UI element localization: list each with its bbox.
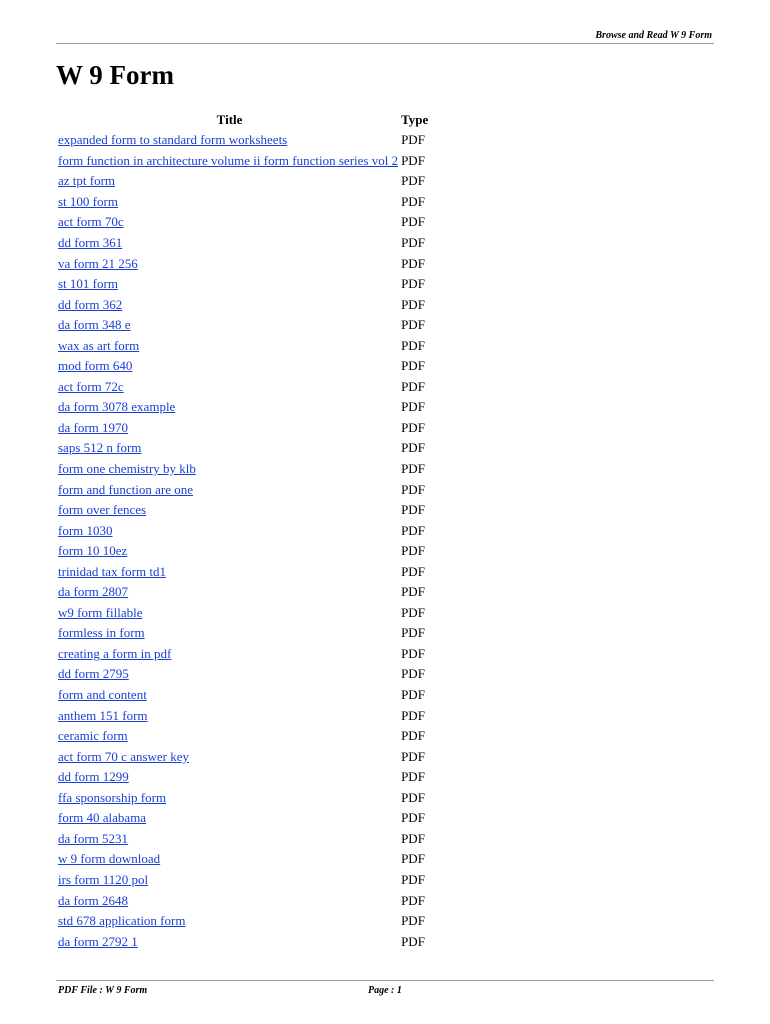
file-type-cell: PDF: [401, 810, 425, 826]
document-link[interactable]: dd form 361: [58, 235, 123, 250]
title-cell: [58, 870, 401, 891]
document-link[interactable]: ffa sponsorship form: [58, 789, 167, 805]
table-row: [58, 746, 428, 767]
title-cell: [58, 767, 401, 788]
document-link[interactable]: da form 2792 1: [58, 933, 138, 949]
document-link[interactable]: w9 form fillable: [58, 604, 143, 620]
title-cell: [58, 788, 401, 809]
table-header-row: [58, 110, 428, 130]
file-type-cell: PDF: [401, 502, 425, 518]
title-cell: [58, 623, 401, 644]
title-cell: [58, 130, 401, 151]
file-type-cell: PDF: [401, 378, 425, 394]
footer-file-label: PDF File : W 9 Form: [58, 985, 148, 996]
document-link[interactable]: st 101 form: [58, 276, 118, 292]
document-title: W 9 Form: [56, 60, 174, 90]
file-type-cell: PDF: [401, 255, 425, 271]
table-row: [58, 335, 428, 356]
footer-page-number: Page : 1: [368, 985, 402, 996]
document-link[interactable]: std 678 application form: [58, 913, 186, 929]
document-link[interactable]: w 9 form download: [58, 851, 161, 867]
file-type-cell: PDF: [401, 296, 425, 312]
file-type-cell: PDF: [401, 543, 425, 559]
file-type-cell: PDF: [401, 728, 425, 744]
table-row: [58, 520, 428, 541]
table-row: [58, 890, 428, 911]
table-row: [58, 644, 428, 665]
document-link[interactable]: act form 72c: [58, 378, 124, 394]
document-link[interactable]: form and function are one: [58, 481, 194, 497]
document-link[interactable]: dd form 362: [58, 296, 123, 312]
title-cell: [58, 746, 401, 767]
title-cell: [58, 603, 401, 624]
title-cell: [58, 335, 401, 356]
column-header-title: Title: [216, 112, 243, 127]
table-row: [58, 274, 428, 295]
table-row: [58, 294, 428, 315]
table-row: [58, 479, 428, 500]
table-row: [58, 767, 428, 788]
file-type-cell: PDF: [401, 625, 425, 641]
table-row: [58, 582, 428, 603]
title-cell: [58, 377, 401, 398]
document-link[interactable]: creating a form in pdf: [58, 645, 172, 661]
table-row: [58, 685, 428, 706]
file-type-cell: PDF: [401, 687, 425, 703]
file-type-cell: PDF: [401, 358, 425, 374]
title-cell: [58, 212, 401, 233]
title-cell: [58, 931, 401, 952]
title-cell: [58, 253, 401, 274]
table-row: [58, 870, 428, 891]
title-cell: [58, 911, 401, 932]
table-row: [58, 849, 428, 870]
document-link[interactable]: da form 2648: [58, 892, 129, 908]
document-link[interactable]: ceramic form: [58, 728, 128, 744]
table-row: [58, 233, 428, 254]
file-type-cell: PDF: [401, 604, 425, 620]
file-type-cell: PDF: [401, 645, 425, 661]
column-header-type: Type: [401, 112, 429, 127]
table-row: [58, 561, 428, 582]
file-type-cell: PDF: [401, 152, 425, 168]
title-cell: [58, 171, 401, 192]
title-cell: [58, 890, 401, 911]
document-link[interactable]: da form 5231: [58, 830, 129, 846]
title-cell: [58, 233, 401, 254]
title-cell: [58, 541, 401, 562]
table-row: [58, 130, 428, 151]
document-link[interactable]: da form 348 e: [58, 317, 131, 333]
title-cell: [58, 315, 401, 336]
file-type-cell: PDF: [401, 337, 425, 353]
document-link[interactable]: dd form 1299: [58, 769, 129, 785]
title-cell: [58, 829, 401, 850]
file-type-cell: PDF: [401, 214, 425, 230]
file-type-cell: PDF: [401, 317, 425, 333]
document-link[interactable]: formless in form: [58, 625, 145, 641]
table-row: [58, 171, 428, 192]
table-row: [58, 808, 428, 829]
document-link[interactable]: st 100 form: [58, 193, 118, 209]
title-cell: [58, 459, 401, 480]
title-cell: [58, 438, 401, 459]
table-row: [58, 603, 428, 624]
file-type-cell: PDF: [401, 461, 425, 477]
table-row: [58, 911, 428, 932]
table-row: [58, 253, 428, 274]
title-cell: [58, 356, 401, 377]
document-link[interactable]: trinidad tax form td1: [58, 563, 166, 579]
document-link[interactable]: az tpt form: [58, 173, 116, 189]
title-cell: [58, 685, 401, 706]
title-cell: [58, 664, 401, 685]
table-row: [58, 315, 428, 336]
file-type-cell: PDF: [401, 871, 425, 887]
file-type-cell: PDF: [401, 132, 425, 148]
file-type-cell: PDF: [401, 419, 425, 435]
file-type-cell: PDF: [401, 522, 425, 538]
file-type-cell: PDF: [401, 933, 425, 949]
page-header: Browse and Read W 9 Form: [595, 30, 712, 41]
document-link[interactable]: saps 512 n form: [58, 440, 142, 456]
file-type-cell: PDF: [401, 748, 425, 764]
document-link[interactable]: form function in architecture volume ii form function series vol 2: [58, 152, 399, 168]
title-cell: [58, 151, 401, 172]
table-row: [58, 459, 428, 480]
title-cell: [58, 808, 401, 829]
document-link[interactable]: form one chemistry by klb: [58, 461, 196, 477]
file-type-cell: PDF: [401, 769, 425, 785]
document-link[interactable]: form and content: [58, 687, 147, 703]
table-row: [58, 397, 428, 418]
file-type-cell: PDF: [401, 707, 425, 723]
document-link[interactable]: irs form 1120 pol: [58, 871, 149, 887]
table-row: [58, 541, 428, 562]
table-row: [58, 418, 428, 439]
document-link[interactable]: form 1030: [58, 522, 113, 538]
table-row: [58, 829, 428, 850]
table-row: [58, 192, 428, 213]
title-cell: [58, 418, 401, 439]
table-row: [58, 377, 428, 398]
footer-divider: [56, 980, 714, 981]
document-link[interactable]: act form 70 c answer key: [58, 748, 190, 764]
title-cell: [58, 479, 401, 500]
title-cell: [58, 561, 401, 582]
title-cell: [58, 274, 401, 295]
document-link[interactable]: da form 1970: [58, 419, 129, 435]
table-row: [58, 212, 428, 233]
table-row: [58, 726, 428, 747]
table-row: [58, 931, 428, 952]
table-row: [58, 500, 428, 521]
title-cell: [58, 726, 401, 747]
document-link[interactable]: expanded form to standard form worksheets: [58, 132, 288, 148]
header-divider: [56, 43, 714, 44]
table-row: [58, 438, 428, 459]
file-type-cell: PDF: [401, 851, 425, 867]
title-cell: [58, 582, 401, 603]
document-link[interactable]: da form 3078 example: [58, 399, 176, 415]
title-cell: [58, 705, 401, 726]
table-row: [58, 664, 428, 685]
file-type-cell: PDF: [401, 913, 425, 929]
table-row: [58, 788, 428, 809]
document-listing-table: [58, 110, 428, 952]
document-link[interactable]: act form 70c: [58, 214, 124, 230]
table-row: [58, 151, 428, 172]
title-cell: [58, 520, 401, 541]
document-link[interactable]: dd form 2795: [58, 666, 129, 682]
document-link[interactable]: anthem 151 form: [58, 707, 148, 723]
document-link[interactable]: form 40 alabama: [58, 810, 147, 826]
document-link[interactable]: form 10 10ez: [58, 543, 128, 559]
file-type-cell: PDF: [401, 666, 425, 682]
document-link[interactable]: form over fences: [58, 502, 147, 518]
file-type-cell: PDF: [401, 235, 425, 250]
table-row: [58, 705, 428, 726]
file-type-cell: PDF: [401, 563, 425, 579]
table-row: [58, 623, 428, 644]
file-type-cell: PDF: [401, 481, 425, 497]
document-link[interactable]: va form 21 256: [58, 255, 138, 271]
title-cell: [58, 644, 401, 665]
table-row: [58, 356, 428, 377]
file-type-cell: PDF: [401, 276, 425, 292]
document-link[interactable]: mod form 640: [58, 358, 133, 374]
file-type-cell: PDF: [401, 892, 425, 908]
file-type-cell: PDF: [401, 399, 425, 415]
document-link[interactable]: da form 2807: [58, 584, 129, 600]
title-cell: [58, 192, 401, 213]
file-type-cell: PDF: [401, 830, 425, 846]
table-body: [58, 130, 428, 952]
document-link[interactable]: wax as art form: [58, 337, 140, 353]
title-cell: [58, 397, 401, 418]
file-type-cell: PDF: [401, 173, 425, 189]
title-cell: [58, 500, 401, 521]
file-type-cell: PDF: [401, 193, 425, 209]
title-cell: [58, 294, 401, 315]
title-cell: [58, 849, 401, 870]
file-type-cell: PDF: [401, 440, 425, 456]
file-type-cell: PDF: [401, 584, 425, 600]
file-type-cell: PDF: [401, 789, 425, 805]
